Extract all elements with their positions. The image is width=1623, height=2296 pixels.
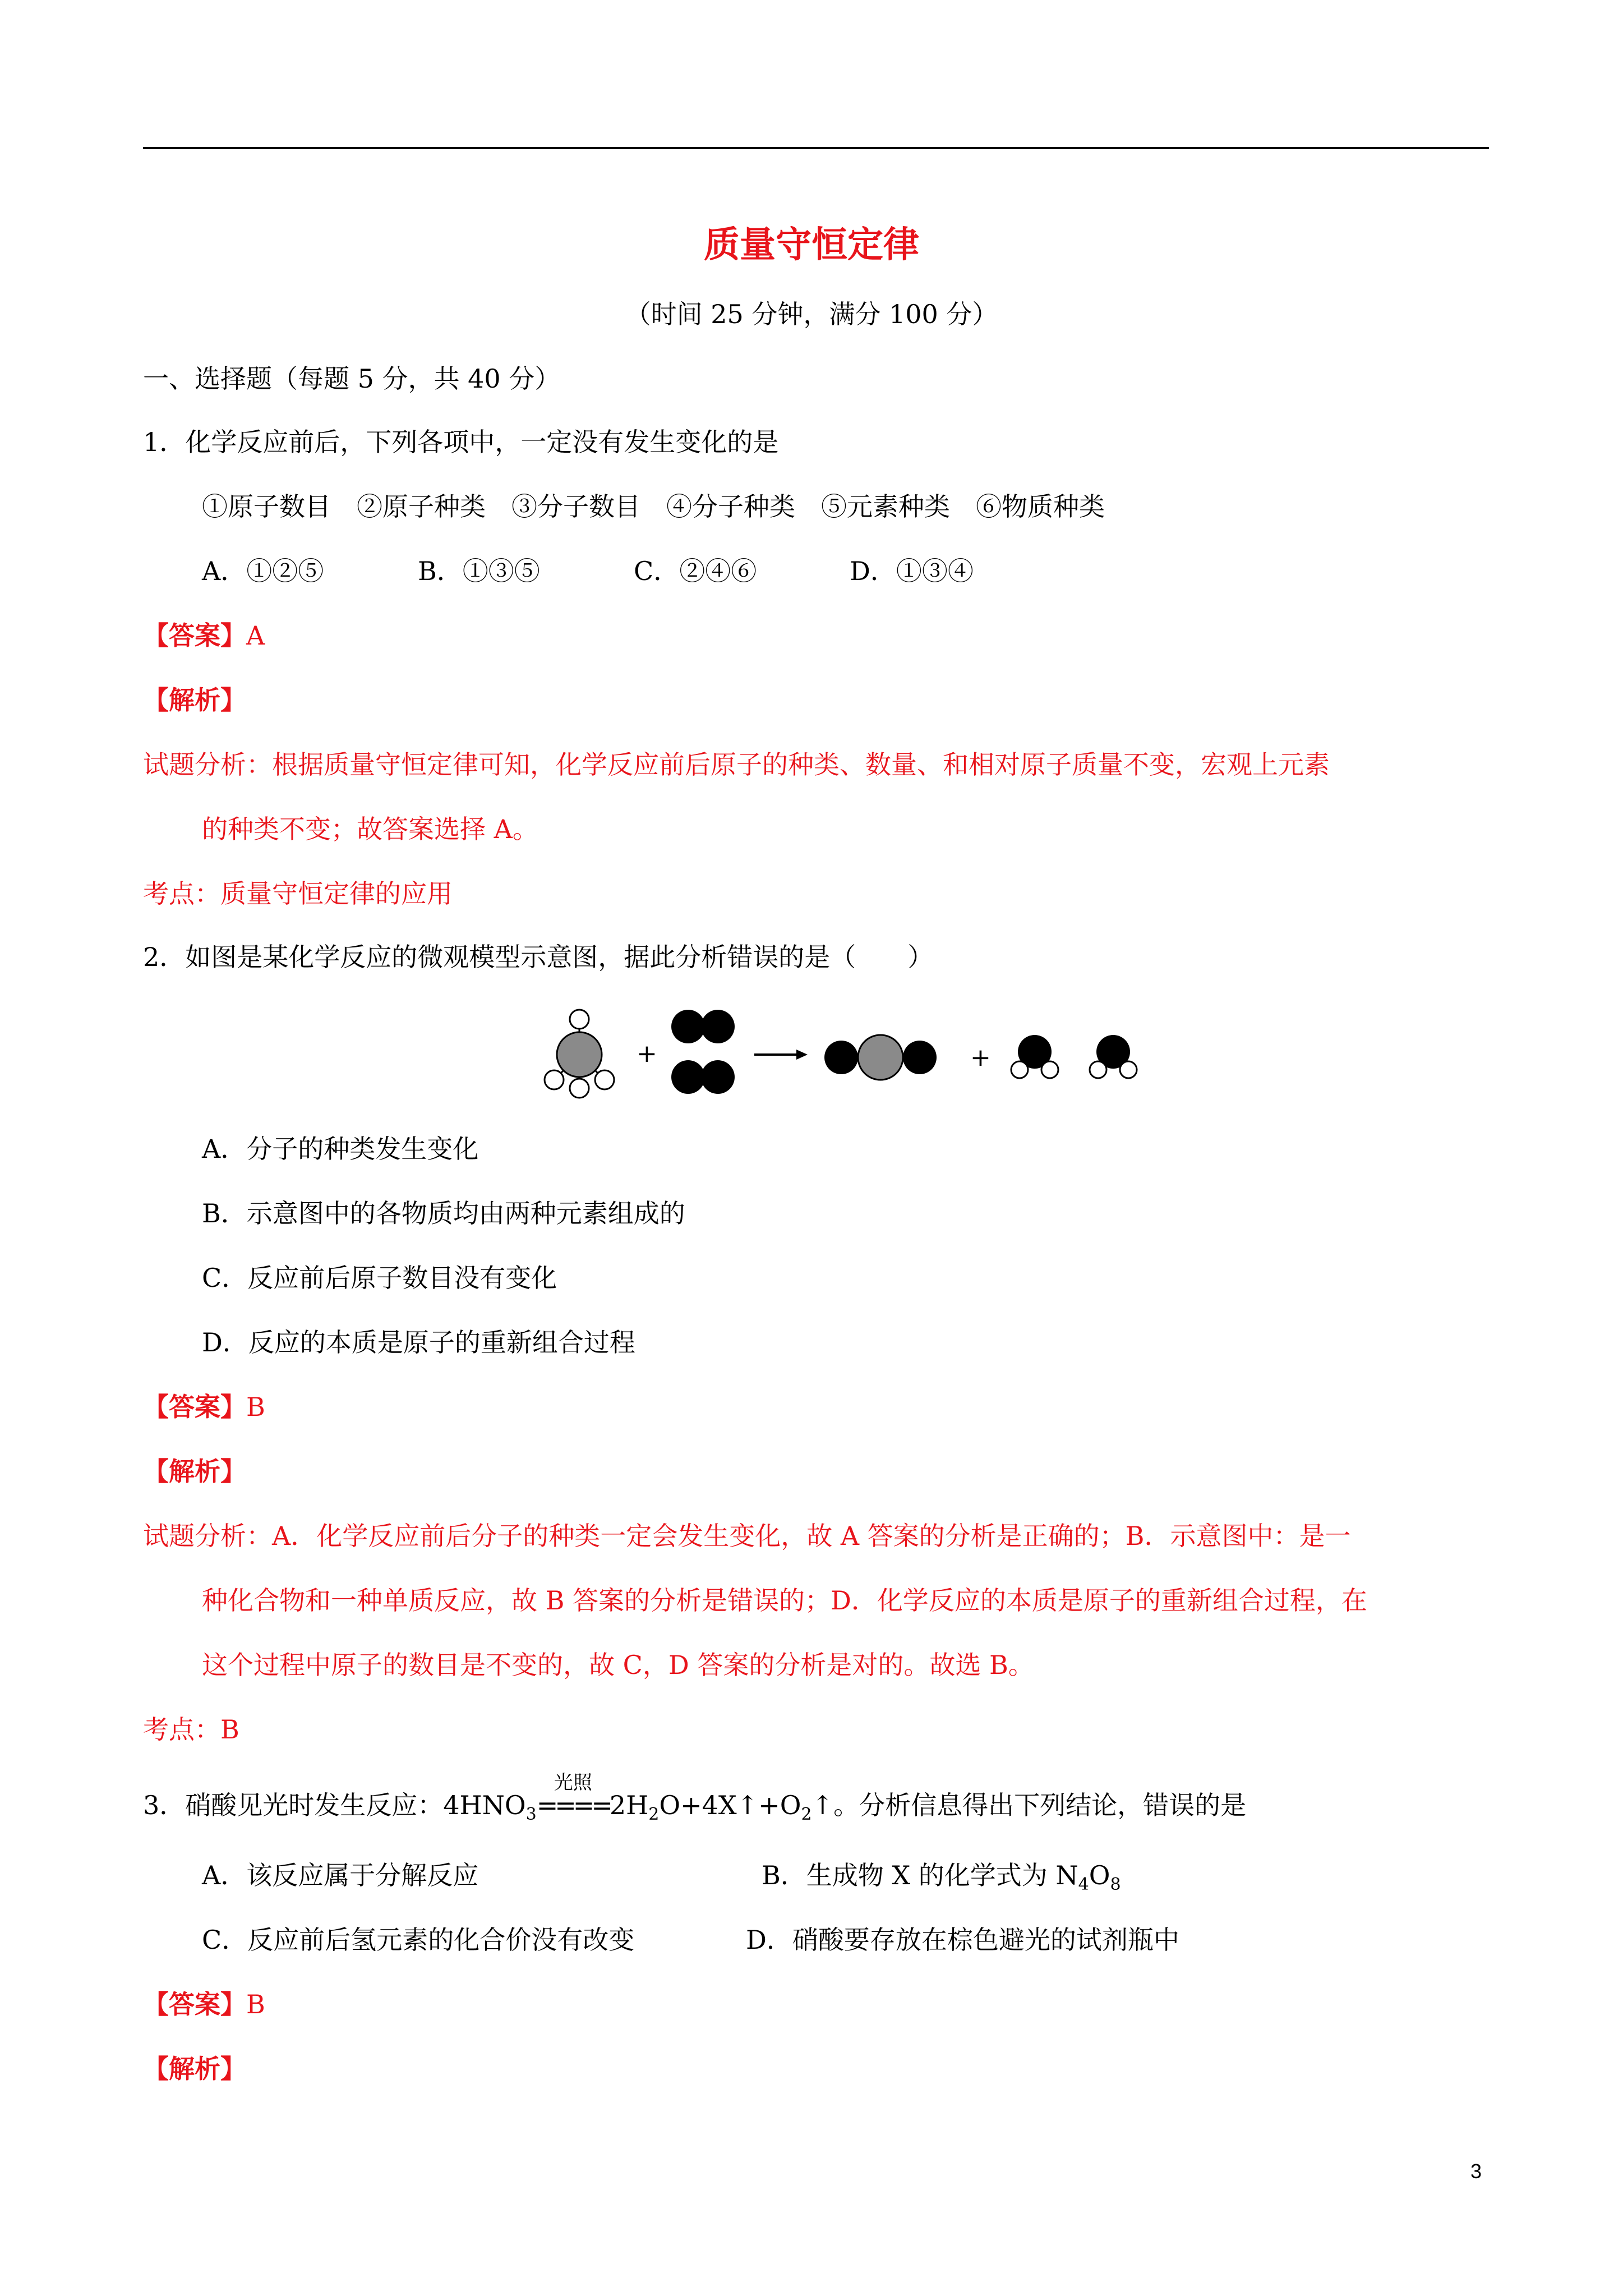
q2-answer-label: 【答案】 xyxy=(143,1392,246,1422)
plus-sign-2: + xyxy=(970,1043,991,1072)
q3-option-c: C．反应前后氢元素的化合价没有改变 xyxy=(202,1925,635,1955)
q2-answer xyxy=(143,1390,265,1424)
q1-analysis-line1: 试题分析：根据质量守恒定律可知，化学反应前后原子的种类、数量、和相对原子质量不变，宏观上元素 xyxy=(143,749,1330,780)
q2-option-a: A．分子的种类发生变化 xyxy=(202,1134,479,1164)
q3-condition-text: 光照 xyxy=(554,1772,592,1794)
q2-analysis-line2: 种化合物和一种单质反应，故 B 答案的分析是错误的；D．化学反应的本质是原子的重新组合过程，在 xyxy=(202,1585,1367,1616)
q1-answer xyxy=(143,619,265,652)
plus-sign-1: + xyxy=(637,1039,657,1068)
q2-analysis-line3: 这个过程中原子的数目是不变的，故 C，D 答案的分析是对的。故选 B。 xyxy=(202,1650,1034,1680)
reaction-diagram xyxy=(538,1001,1155,1105)
section-heading: 一、选择题（每题 5 分，共 40 分） xyxy=(143,364,561,394)
q1-analysis-line2: 的种类不变；故答案选择 A。 xyxy=(202,814,538,844)
q2-analysis-label: 【解析】 xyxy=(143,1456,246,1487)
q2-stem: 2．如图是某化学反应的微观模型示意图，据此分析错误的是（ ） xyxy=(143,942,934,972)
q3-stem xyxy=(143,1772,1247,1832)
q3-answer-value: B xyxy=(246,1989,265,2019)
q3-sub-2: 2 xyxy=(648,1805,660,1825)
q1-analysis-label: 【解析】 xyxy=(143,685,246,715)
q3-stem-suffix: ↑。分析信息得出下列结论，错误的是 xyxy=(811,1790,1247,1820)
q3-equals-sign: ==== xyxy=(536,1790,610,1820)
q3-analysis-label: 【解析】 xyxy=(143,2054,246,2084)
q1-answer-value: A xyxy=(246,620,265,651)
q1-option-b: B．①③⑤ xyxy=(418,556,540,586)
q2-kaodian: 考点：B xyxy=(143,1714,239,1745)
q3-stem-prefix: 3．硝酸见光时发生反应：4HNO xyxy=(143,1790,526,1820)
q1-answer-label: 【答案】 xyxy=(143,620,246,651)
q3-stem-mid2: O+4X↑+O xyxy=(659,1790,801,1820)
molecule-product-1 xyxy=(824,1035,937,1080)
q3-stem-mid1: 2H xyxy=(609,1790,649,1820)
q3-answer-label: 【答案】 xyxy=(143,1989,246,2019)
page-number: 3 xyxy=(1470,2160,1482,2183)
q3-answer xyxy=(143,1987,265,2021)
q2-option-c: C．反应前后原子数目没有变化 xyxy=(202,1263,557,1293)
reaction-arrow xyxy=(754,1050,808,1060)
q2-answer-value: B xyxy=(246,1392,265,1422)
q3-option-a: A．该反应属于分解反应 xyxy=(202,1860,479,1890)
q3-option-b-sub8: 8 xyxy=(1110,1875,1121,1895)
q2-option-b: B．示意图中的各物质均由两种元素组成的 xyxy=(202,1198,685,1228)
q1-option-d: D．①③④ xyxy=(850,556,974,586)
q3-option-b-prefix: B．生成物 X 的化学式为 N xyxy=(762,1860,1078,1890)
q3-option-b-o: O xyxy=(1089,1860,1110,1890)
molecule-reactant-2 xyxy=(671,1010,735,1094)
q1-stem: 1．化学反应前后，下列各项中，一定没有发生变化的是 xyxy=(143,427,779,457)
q1-option-c: C．②④⑥ xyxy=(634,556,757,586)
q1-kaodian: 考点：质量守恒定律的应用 xyxy=(143,878,453,909)
page-subtitle: （时间 25 分钟，满分 100 分） xyxy=(625,299,998,329)
molecule-reactant-1 xyxy=(545,1010,614,1098)
page-title: 质量守恒定律 xyxy=(704,224,919,266)
q2-analysis-line1: 试题分析：A．化学反应前后分子的种类一定会发生变化，故 A 答案的分析是正确的；B．示意图中：是一 xyxy=(143,1521,1351,1551)
q1-option-a: A．①②⑤ xyxy=(202,556,324,586)
molecule-product-2 xyxy=(1011,1035,1137,1078)
q2-option-d: D．反应的本质是原子的重新组合过程 xyxy=(202,1327,635,1358)
q3-sub-3: 3 xyxy=(525,1805,537,1825)
q3-option-b xyxy=(762,1858,1121,1902)
q3-sub-o2: 2 xyxy=(801,1805,812,1825)
q3-option-d: D．硝酸要存放在棕色避光的试剂瓶中 xyxy=(746,1925,1179,1955)
q3-option-b-sub4: 4 xyxy=(1078,1875,1089,1895)
q1-items: ①原子数目 ②原子种类 ③分子数目 ④分子种类 ⑤元素种类 ⑥物质种类 xyxy=(202,491,1105,522)
header-rule xyxy=(143,147,1489,149)
q3-condition xyxy=(536,1772,610,1822)
